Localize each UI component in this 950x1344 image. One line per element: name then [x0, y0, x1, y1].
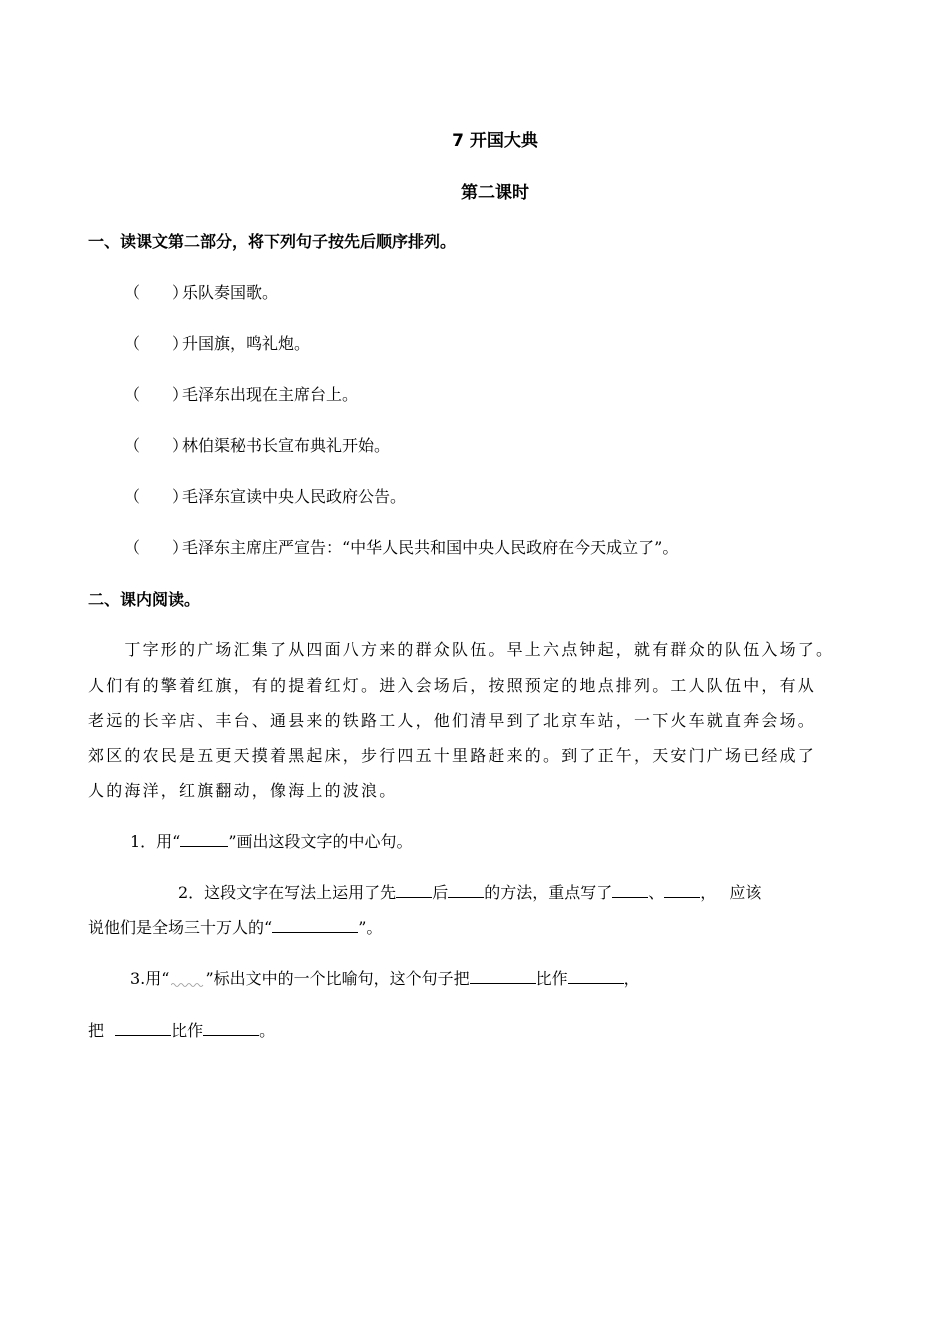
underline-sample	[180, 832, 228, 847]
question-1: 1．用“ ”画出这段文字的中心句。	[130, 832, 413, 851]
ordering-item	[124, 331, 310, 354]
ordering-item	[124, 382, 358, 405]
passage-line: 丁字形的广场汇集了从四面八方来的群众队伍。早上六点钟起，就有群众的队伍入场了。	[88, 640, 835, 659]
answer-parentheses[interactable]: （ ）	[124, 385, 189, 404]
answer-blank[interactable]	[664, 883, 700, 898]
passage-line: 人的海洋，红旗翻动，像海上的波浪。	[88, 781, 398, 800]
question-2: 2．这段文字在写法上运用了先 后 的方法，重点写了 、 ， 应该	[178, 883, 762, 902]
answer-blank[interactable]	[272, 918, 358, 933]
ordering-item-text: 林伯渠秘书长宣布典礼开始。	[182, 436, 391, 455]
ordering-item	[124, 484, 406, 507]
passage-line: 郊区的农民是五更天摸着黑起床，步行四五十里路赶来的。到了正午，天安门广场已经成了	[88, 746, 817, 765]
ordering-item	[124, 433, 390, 456]
answer-parentheses[interactable]: （ ）	[124, 436, 189, 455]
section1-heading: 一、读课文第二部分，将下列句子按先后顺序排列。	[88, 232, 457, 251]
answer-blank[interactable]	[470, 969, 536, 984]
ordering-item	[124, 280, 278, 303]
document-title: 7 开国大典	[452, 131, 538, 151]
answer-parentheses[interactable]: （ ）	[124, 283, 189, 302]
answer-blank[interactable]	[115, 1021, 171, 1036]
answer-blank[interactable]	[612, 883, 648, 898]
ordering-item-text: 毛泽东出现在主席台上。	[182, 385, 359, 404]
document-subtitle: 第二课时	[461, 183, 529, 203]
question-3: 3.用“ ”标出文中的一个比喻句，这个句子把 比作 ，	[130, 969, 640, 988]
answer-blank[interactable]	[448, 883, 484, 898]
ordering-item-text: 毛泽东宣读中央人民政府公告。	[182, 487, 407, 506]
passage-line: 老远的长辛店、丰台、通县来的铁路工人，他们清早到了北京车站，一下火车就直奔会场。	[88, 711, 817, 730]
answer-parentheses[interactable]: （ ）	[124, 538, 189, 557]
ordering-item-text: 毛泽东主席庄严宣告：“中华人民共和国中央人民政府在今天成立了”。	[182, 538, 679, 557]
answer-parentheses[interactable]: （ ）	[124, 334, 189, 353]
ordering-item-text: 乐队奏国歌。	[182, 283, 279, 302]
section2-heading: 二、课内阅读。	[88, 590, 201, 609]
ordering-item	[124, 535, 678, 558]
answer-parentheses[interactable]: （ ）	[124, 487, 189, 506]
answer-blank[interactable]	[203, 1021, 259, 1036]
passage-line: 人们有的擎着红旗，有的提着红灯。进入会场后，按照预定的地点排列。工人队伍中，有从	[88, 676, 817, 695]
answer-blank[interactable]	[568, 969, 624, 984]
answer-blank[interactable]	[396, 883, 432, 898]
question-3-line2: 把 比作 。	[88, 1021, 276, 1040]
question-2-line2: 说他们是全场三十万人的“ ”。	[88, 918, 383, 937]
ordering-item-text: 升国旗，鸣礼炮。	[182, 334, 311, 353]
wavy-underline-sample	[169, 970, 205, 984]
